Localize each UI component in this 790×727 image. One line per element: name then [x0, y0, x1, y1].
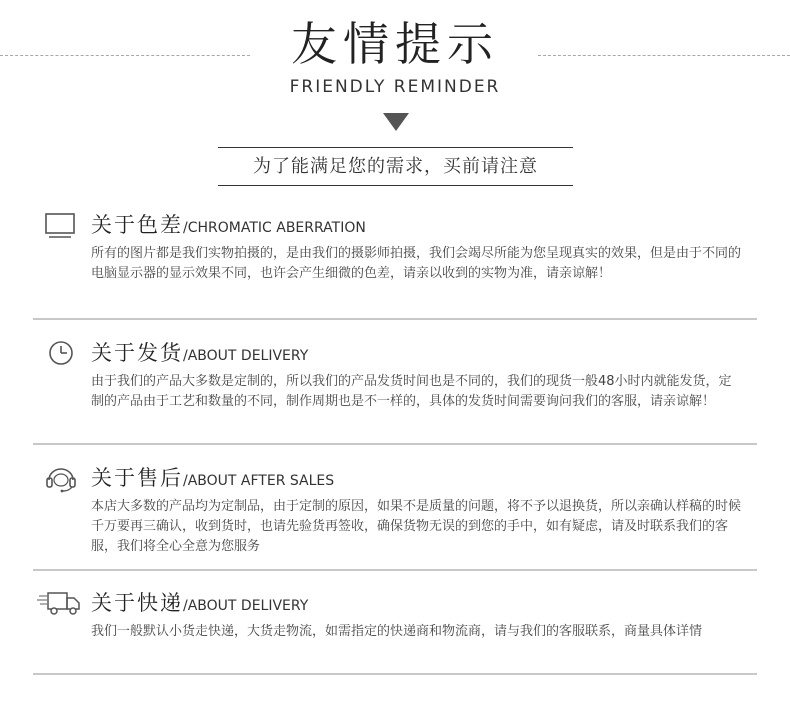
monitor-icon: [43, 210, 79, 240]
section-divider: [33, 569, 757, 571]
section-title-zh: 关于快递: [91, 591, 183, 615]
section-title-zh: 关于发货: [91, 341, 183, 365]
section-body: 由于我们的产品大多数是定制的，所以我们的产品发货时间也是不同的，我们的现货一般48小时内就能发货，定制的产品由于工艺和数量的不同，制作周期也是不一样的，具体的发货时间需要询问我们的客服，请亲谅解！: [91, 374, 732, 409]
section-body: 我们一般默认小货走快递，大货走物流，如需指定的快递商和物流商，请与我们的客服联系，商量具体详情: [91, 624, 703, 639]
section-divider: [33, 443, 757, 445]
section-title-en: /ABOUT DELIVERY: [183, 598, 309, 614]
section-divider: [33, 318, 757, 320]
section-shipping: [33, 338, 757, 438]
section-body: 本店大多数的产品均为定制品，由于定制的原因，如果不是质量的问题，将不予以退换货，所以亲确认样稿的时候千万要再三确认，收到货时，也请先验货再签收，确保货物无误的到您的手中，如有疑虑，请及时联系我们的客服，我们将全心全意为您服务: [91, 499, 742, 554]
notice-banner: 为了能满足您的需求，买前请注意: [218, 147, 573, 186]
headset-icon: [43, 463, 79, 493]
section-title-zh: 关于售后: [91, 466, 183, 490]
section-after-sales: [33, 463, 757, 563]
page-subtitle: FRIENDLY REMINDER: [289, 77, 501, 97]
section-title-en: /CHROMATIC ABERRATION: [183, 220, 366, 236]
section-body: 所有的图片都是我们实物拍摄的，是由我们的摄影师拍摄，我们会竭尽所能为您呈现真实的效果，但是由于不同的电脑显示器的显示效果不同，也许会产生细微的色差，请亲以收到的实物为准，请亲谅解！: [91, 246, 742, 281]
section-title-en: /ABOUT AFTER SALES: [183, 473, 335, 489]
section-courier: [33, 588, 757, 668]
section-title: [91, 463, 334, 496]
section-divider: [33, 673, 757, 675]
clock-icon: [43, 338, 79, 368]
section-title: [91, 338, 308, 371]
section-title: [91, 210, 366, 243]
section-title: [91, 588, 308, 621]
down-arrow-icon: [383, 113, 409, 131]
delivery-truck-icon: [37, 588, 83, 618]
section-color-difference: [33, 210, 757, 310]
section-title-en: /ABOUT DELIVERY: [183, 348, 309, 364]
section-title-zh: 关于色差: [91, 213, 183, 237]
page-title: 友情提示: [291, 17, 499, 71]
